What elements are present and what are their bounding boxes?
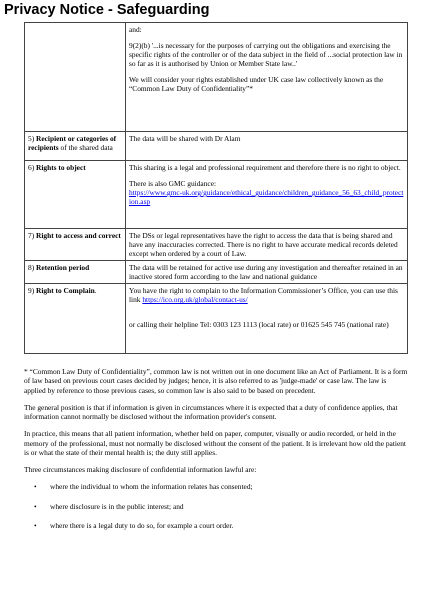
rights-to-object-cell: This sharing is a legal and professional requirement and therefore there is no right to object. There is also GMC guidance: https://www.gmc-uk.org/guidance/ethical_guidance/children_guidance_56_63_child_protection.asp xyxy=(126,161,408,229)
table-row xyxy=(25,23,408,132)
table-row xyxy=(25,132,408,161)
table-row xyxy=(25,161,408,229)
right-to-access-cell: The DSs or legal representatives have the right to access the data that is being shared and have any inaccuracies corrected. There is no right to have accurate medical records deleted except when ordered by a court of Law. xyxy=(126,229,408,261)
bullet-icon: • xyxy=(34,501,37,511)
retention-period-label: 8) Retention period xyxy=(25,261,126,284)
retention-period-cell: The data will be retained for active use during any investigation and thereafter retained in an inactive stored form according to the law and national guidance xyxy=(126,261,408,284)
bullet-icon: • xyxy=(34,482,37,492)
rights-to-object-label: 6) Rights to object xyxy=(25,161,126,229)
ico-contact-link[interactable]: https://ico.org.uk/global/contact-us/ xyxy=(142,295,248,305)
list-item: • where there is a legal duty to do so, for example a court order. xyxy=(34,520,234,530)
circumstances-intro: Three circumstances making disclosure of confidential information lawful are: xyxy=(24,465,257,474)
privacy-notice-table xyxy=(24,22,408,354)
recipients-cell: The data will be shared with Dr Alam xyxy=(126,132,408,161)
page-title: Privacy Notice - Safeguarding xyxy=(4,2,210,18)
legal-basis-and: and: xyxy=(129,25,142,34)
list-item: • where disclosure is in the public interest; and xyxy=(34,501,184,511)
table-row xyxy=(25,229,408,261)
gmc-guidance-link[interactable]: https://www.gmc-uk.org/guidance/ethical_guidance/children_guidance_56_63_child_protection.asp xyxy=(129,188,404,207)
right-to-complain-label: 9) Right to Complain. xyxy=(25,284,126,354)
right-to-complain-cell: You have the right to complain to the Information Commissioner’s Office, you can use this link https://ico.org.uk/global/contact-us/ or calling their helpline Tel: 0303 123 1113 (local rate) or 01625 545 745 (national rate) xyxy=(126,284,408,354)
recipients-label: 5) Recipient or categories of recipients of the shared data xyxy=(25,132,126,161)
common-law-explanation: * “Common Law Duty of Confidentiality”, common law is not written out in one document like an Act of Parliament. It is a form of law based on previous court cases decided by judges; hence, it is also referred to as 'judge-made' or case law. The law is applied by reference to those previous cases, so common law is also said to be based on precedent. xyxy=(24,367,408,395)
general-position-paragraph: The general position is that if information is given in circumstances where it is expected that a duty of confidence applies, that information cannot normally be disclosed without the information provider's consent. xyxy=(24,402,398,421)
legal-basis-cell xyxy=(126,23,408,132)
table-row xyxy=(25,261,408,284)
in-practice-paragraph: In practice, this means that all patient information, whether held on paper, computer, visually or audio recorded, or held in the memory of the professional, must not normally be disclosed without the consent of the patient. It is irrelevant how old the patient is or what the state of their mental health is; the duty still applies. xyxy=(24,429,406,457)
table-row xyxy=(25,284,408,354)
list-item: • where the individual to whom the information relates has consented; xyxy=(34,482,253,492)
explanatory-text xyxy=(24,367,408,540)
bullet-icon: • xyxy=(34,520,37,530)
legal-basis-article: 9(2)(b) '...is necessary for the purposes of carrying out the obligations and exercising the specific rights of the controller or of the data subject in the field of ...social protection law in so far as it is authorised by Union or Member State law..' xyxy=(129,41,403,69)
row-label-empty xyxy=(25,23,126,132)
common-law-note: We will consider your rights established under UK case law collectively known as the “Common Law Duty of Confidentiality”* xyxy=(129,75,384,94)
circumstances-list xyxy=(24,482,408,530)
right-to-access-label: 7) Right to access and correct xyxy=(25,229,126,261)
